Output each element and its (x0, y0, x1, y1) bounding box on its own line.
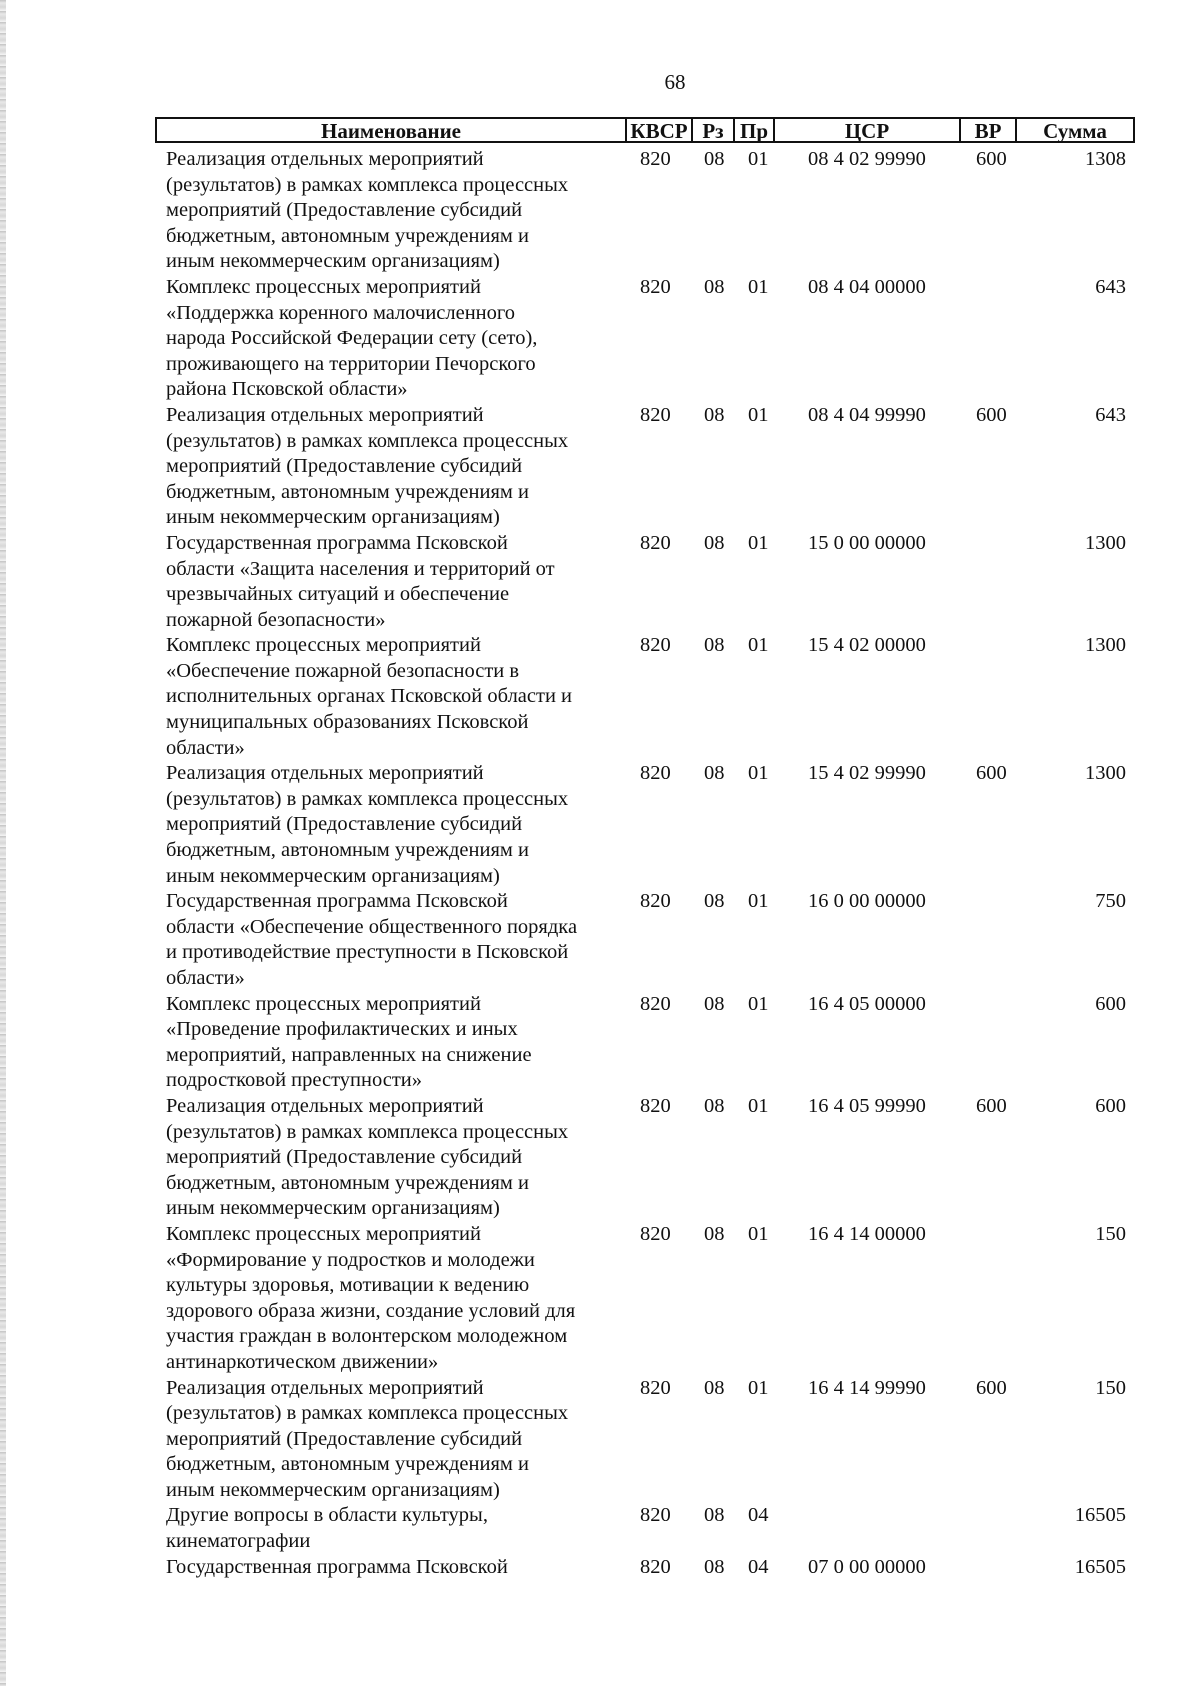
row-sum: 1300 (1085, 762, 1126, 785)
table-body (0, 147, 1200, 1580)
row-vr: 600 (976, 148, 1007, 170)
row-name-line: «Формирование у подростков и молодежи (166, 1248, 535, 1271)
row-rz: 08 (704, 403, 725, 426)
row-sum: 1308 (1085, 148, 1126, 170)
row-rz: 08 (704, 1376, 725, 1399)
row-name (166, 633, 621, 761)
row-name-line: бюджетным, автономным учреждениям и (166, 224, 529, 247)
row-name-line: Комплекс процессных мероприятий (166, 634, 481, 657)
row-name-line: Реализация отдельных мероприятий (166, 1094, 484, 1117)
row-rz: 08 (704, 1222, 725, 1245)
row-name-line: мероприятий (Предоставление субсидий (166, 199, 523, 222)
row-rz: 08 (704, 634, 725, 657)
row-name-line: (результатов) в рамках комплекса процессных (166, 1402, 569, 1425)
row-kvsr: 820 (640, 1555, 671, 1578)
row-name (166, 1555, 621, 1581)
row-name-line: Комплекс процессных мероприятий (166, 1222, 481, 1245)
row-pr: 01 (748, 275, 769, 298)
row-name-line: Комплекс процессных мероприятий (166, 275, 481, 298)
row-sum: 643 (1095, 275, 1126, 298)
row-name (166, 275, 621, 403)
row-name-line: (результатов) в рамках комплекса процессных (166, 787, 569, 810)
table-row (0, 992, 1200, 1094)
table-row (0, 275, 1200, 403)
row-name-line: мероприятий (Предоставление субсидий (166, 1146, 523, 1169)
table-row (0, 1555, 1200, 1581)
row-pr: 01 (748, 1222, 769, 1245)
header-name: Наименование (321, 119, 461, 143)
row-csr: 08 4 04 99990 (808, 403, 926, 426)
table-row (0, 147, 1200, 275)
row-name (166, 992, 621, 1094)
table-row (0, 1094, 1200, 1222)
row-sum: 16505 (1074, 1504, 1126, 1527)
header-rz: Рз (691, 119, 733, 141)
table-row (0, 889, 1200, 991)
row-pr: 01 (748, 890, 769, 913)
header-vr: ВР (959, 119, 1015, 141)
row-name-line: бюджетным, автономным учреждениям и (166, 480, 529, 503)
row-name-line: иным некоммерческим организациям) (166, 1478, 500, 1501)
table-row (0, 403, 1200, 531)
row-kvsr: 820 (640, 762, 671, 785)
row-name-line: народа Российской Федерации сету (сето), (166, 327, 538, 350)
row-name-line: Реализация отдельных мероприятий (166, 1376, 484, 1399)
row-pr: 01 (748, 992, 769, 1015)
row-name-line: области» (166, 736, 245, 759)
row-pr: 01 (748, 1376, 769, 1399)
row-kvsr: 820 (640, 275, 671, 298)
row-name-line: мероприятий (Предоставление субсидий (166, 1427, 523, 1450)
row-name-line: Реализация отдельных мероприятий (166, 148, 484, 170)
row-kvsr: 820 (640, 890, 671, 913)
row-name-line: «Проведение профилактических и иных (166, 1018, 518, 1041)
header-sum: Сумма (1015, 119, 1133, 141)
row-name-line: «Поддержка коренного малочисленного (166, 301, 516, 324)
row-name-line: и противодействие преступности в Псковской (166, 941, 569, 964)
row-name (166, 889, 621, 991)
row-pr: 01 (748, 1094, 769, 1117)
row-rz: 08 (704, 275, 725, 298)
row-sum: 150 (1095, 1376, 1126, 1399)
row-rz: 08 (704, 1094, 725, 1117)
row-rz: 08 (704, 1504, 725, 1527)
row-vr: 600 (976, 1094, 1007, 1117)
row-csr: 16 4 05 00000 (808, 992, 926, 1015)
row-vr: 600 (976, 762, 1007, 785)
table-header (155, 117, 1135, 143)
row-name-line: Реализация отдельных мероприятий (166, 403, 484, 426)
row-kvsr: 820 (640, 403, 671, 426)
row-name (166, 403, 621, 531)
row-name-line: (результатов) в рамках комплекса процессных (166, 173, 569, 196)
row-csr: 16 0 00 00000 (808, 890, 926, 913)
row-name (166, 1503, 621, 1554)
row-rz: 08 (704, 992, 725, 1015)
table-row (0, 633, 1200, 761)
row-csr: 16 4 14 00000 (808, 1222, 926, 1245)
row-name-line: Реализация отдельных мероприятий (166, 762, 484, 785)
page-number: 68 (664, 70, 686, 94)
header-pr: Пр (733, 119, 773, 141)
row-csr: 16 4 05 99990 (808, 1094, 926, 1117)
row-vr: 600 (976, 1376, 1007, 1399)
row-name-line: иным некоммерческим организациям) (166, 506, 500, 529)
row-kvsr: 820 (640, 992, 671, 1015)
row-pr: 01 (748, 762, 769, 785)
row-name-line: мероприятий, направленных на снижение (166, 1043, 532, 1066)
row-sum: 16505 (1074, 1555, 1126, 1578)
row-csr: 15 4 02 99990 (808, 762, 926, 785)
row-name-line: иным некоммерческим организациям) (166, 864, 500, 887)
row-sum: 1300 (1085, 634, 1126, 657)
row-rz: 08 (704, 148, 725, 170)
row-name-line: мероприятий (Предоставление субсидий (166, 813, 523, 836)
row-sum: 750 (1095, 890, 1126, 913)
row-kvsr: 820 (640, 1222, 671, 1245)
row-name-line: области» (166, 967, 245, 989)
row-kvsr: 820 (640, 148, 671, 170)
row-kvsr: 820 (640, 531, 671, 554)
row-name-line: здорового образа жизни, создание условий для (166, 1299, 576, 1322)
header-kvsr: КВСР (625, 119, 691, 141)
row-sum: 600 (1095, 1094, 1126, 1117)
row-name (166, 761, 621, 889)
row-pr: 04 (748, 1555, 769, 1578)
row-name-line: «Обеспечение пожарной безопасности в (166, 659, 520, 682)
row-name-line: (результатов) в рамках комплекса процессных (166, 429, 569, 452)
row-name (166, 531, 621, 633)
row-kvsr: 820 (640, 1376, 671, 1399)
row-csr: 16 4 14 99990 (808, 1376, 926, 1399)
row-name-line: бюджетным, автономным учреждениям и (166, 839, 529, 862)
row-name-line: района Псковской области» (166, 378, 408, 401)
row-name-line: иным некоммерческим организациям) (166, 250, 500, 273)
header-csr: ЦСР (773, 119, 959, 141)
table-row (0, 1503, 1200, 1554)
row-name (166, 1094, 621, 1222)
row-name (166, 1376, 621, 1504)
row-name-line: муниципальных образованиях Псковской (166, 711, 529, 734)
row-name-line: Государственная программа Псковской (166, 890, 508, 913)
row-name-line: Другие вопросы в области культуры, (166, 1504, 488, 1527)
row-name-line: исполнительных органах Псковской области и (166, 685, 573, 708)
row-vr: 600 (976, 403, 1007, 426)
row-name-line: Государственная программа Псковской (166, 531, 508, 554)
row-pr: 01 (748, 634, 769, 657)
row-csr: 15 4 02 00000 (808, 634, 926, 657)
row-kvsr: 820 (640, 1094, 671, 1117)
row-csr: 15 0 00 00000 (808, 531, 926, 554)
row-sum: 643 (1095, 403, 1126, 426)
table-row (0, 531, 1200, 633)
row-name (166, 147, 621, 275)
row-rz: 08 (704, 531, 725, 554)
row-name-line: мероприятий (Предоставление субсидий (166, 455, 523, 478)
table-row (0, 1376, 1200, 1504)
row-name-line: бюджетным, автономным учреждениям и (166, 1171, 529, 1194)
row-rz: 08 (704, 1555, 725, 1578)
row-pr: 01 (748, 403, 769, 426)
row-pr: 04 (748, 1504, 769, 1527)
row-name-line: области «Обеспечение общественного порядка (166, 915, 578, 938)
row-name-line: иным некоммерческим организациям) (166, 1197, 500, 1220)
row-name-line: области «Защита населения и территорий от (166, 557, 555, 580)
row-name (166, 1222, 621, 1376)
row-name-line: чрезвычайных ситуаций и обеспечение (166, 583, 510, 606)
row-rz: 08 (704, 762, 725, 785)
table-row (0, 761, 1200, 889)
row-pr: 01 (748, 531, 769, 554)
row-sum: 600 (1095, 992, 1126, 1015)
row-rz: 08 (704, 890, 725, 913)
row-sum: 150 (1095, 1222, 1126, 1245)
row-csr: 08 4 04 00000 (808, 275, 926, 298)
row-name-line: Государственная программа Псковской (166, 1555, 508, 1578)
row-name-line: участия граждан в волонтерском молодежном (166, 1325, 568, 1348)
row-name-line: антинаркотическом движении» (166, 1350, 439, 1373)
row-csr: 08 4 02 99990 (808, 148, 926, 170)
row-name-line: культуры здоровья, мотивации к ведению (166, 1274, 530, 1297)
row-name-line: пожарной безопасности» (166, 608, 386, 631)
row-name-line: бюджетным, автономным учреждениям и (166, 1453, 529, 1476)
row-name-line: Комплекс процессных мероприятий (166, 992, 481, 1015)
row-name-line: кинематографии (166, 1530, 311, 1553)
row-name-line: проживающего на территории Печорского (166, 352, 536, 375)
row-sum: 1300 (1085, 531, 1126, 554)
row-name-line: (результатов) в рамках комплекса процессных (166, 1120, 569, 1143)
row-kvsr: 820 (640, 1504, 671, 1527)
row-name-line: подростковой преступности» (166, 1069, 423, 1092)
table-row (0, 1222, 1200, 1376)
row-kvsr: 820 (640, 634, 671, 657)
row-pr: 01 (748, 148, 769, 170)
row-csr: 07 0 00 00000 (808, 1555, 926, 1578)
